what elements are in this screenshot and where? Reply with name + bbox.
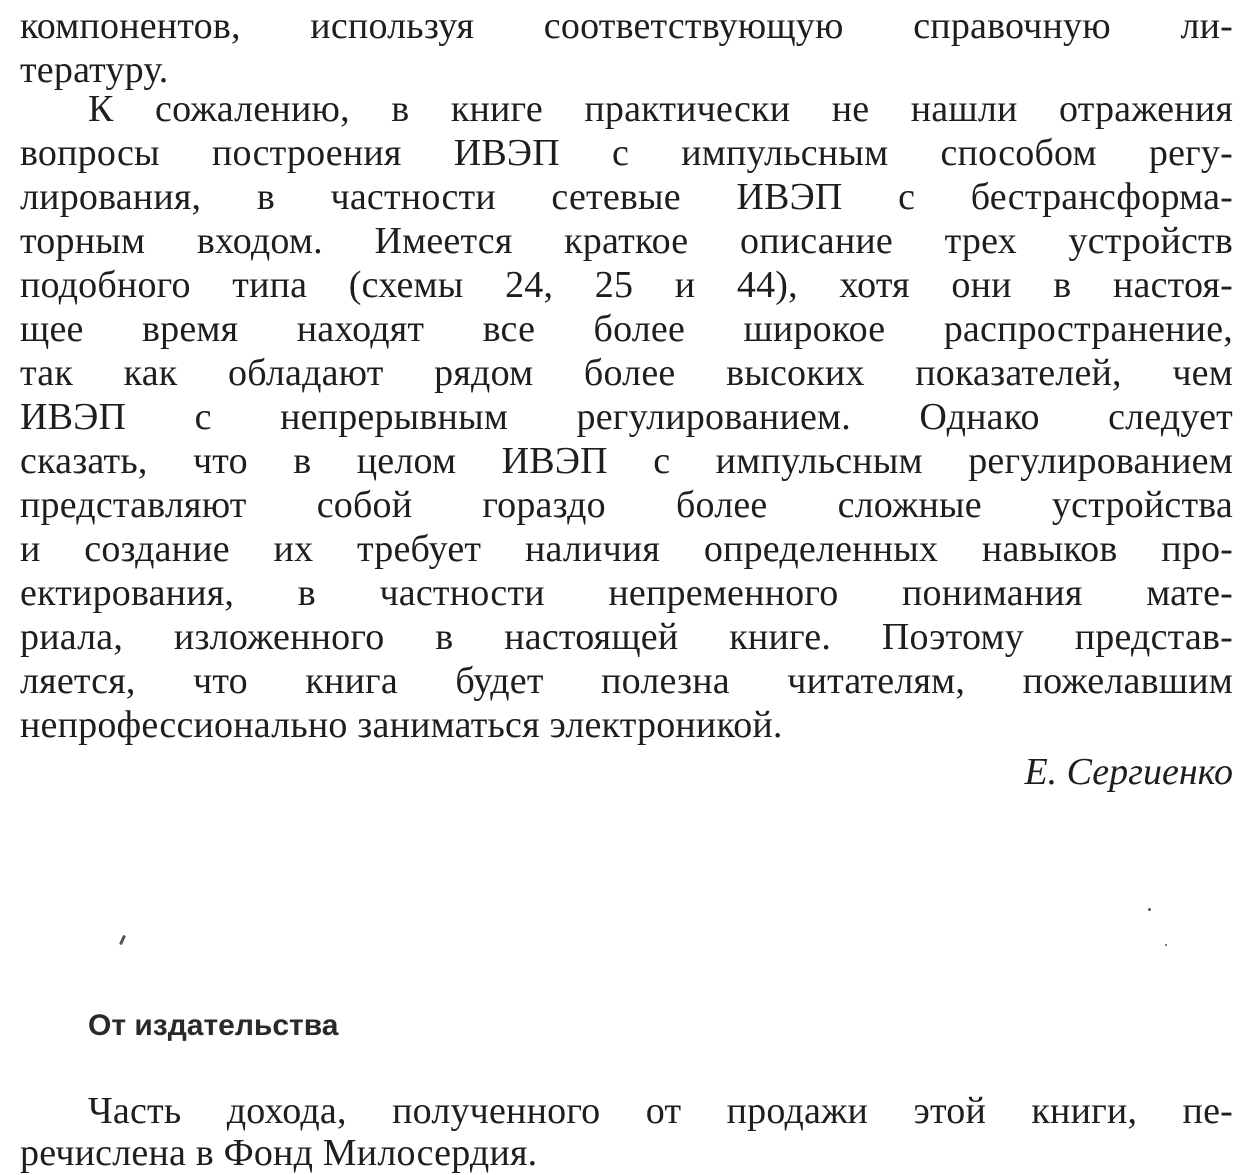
paragraph-line: торным входом. Имеется краткое описание трех устройств <box>20 220 1233 262</box>
paragraph-line: компонентов, используя соответствующую справочную ли- <box>20 5 1233 47</box>
paragraph-line: щее время находят все более широкое распространение, <box>20 308 1233 350</box>
section-heading: От издательства <box>88 1009 339 1042</box>
paragraph-line: так как обладают рядом более высоких показателей, чем <box>20 352 1233 394</box>
author-signature: Е. Сергиенко <box>1024 751 1233 793</box>
paragraph-line: Часть дохода, полученного от продажи этой книги, пе- <box>88 1090 1233 1132</box>
paragraph-line: риала, изложенного в настоящей книге. Поэтому представ- <box>20 616 1233 658</box>
paragraph-line: вопросы построения ИВЭП с импульсным способом регу- <box>20 132 1233 174</box>
paragraph-line: ектирования, в частности непременного понимания мате- <box>20 572 1233 614</box>
paragraph-line: тературу. <box>20 49 169 91</box>
paragraph-line: ляется, что книга будет полезна читателям, пожелавшим <box>20 660 1233 702</box>
paragraph-line: лирования, в частности сетевые ИВЭП с бестрансформа- <box>20 176 1233 218</box>
paragraph-line: подобного типа (схемы 24, 25 и 44), хотя они в настоя- <box>20 264 1233 306</box>
print-speck <box>1165 944 1167 946</box>
paragraph-line: и создание их требует наличия определенных навыков про- <box>20 528 1233 570</box>
paragraph-line: представляют собой гораздо более сложные устройства <box>20 484 1233 526</box>
paragraph-line: ИВЭП с непрерывным регулированием. Однако следует <box>20 396 1233 438</box>
paragraph-line: сказать, что в целом ИВЭП с импульсным регулированием <box>20 440 1233 482</box>
paragraph-line: речислена в Фонд Милосердия. <box>20 1132 538 1174</box>
print-speck <box>1148 908 1151 911</box>
paragraph-line: непрофессионально заниматься электроникой. <box>20 704 783 746</box>
paragraph-line: К сожалению, в книге практически не нашли отражения <box>88 88 1233 130</box>
print-speck <box>119 935 126 945</box>
